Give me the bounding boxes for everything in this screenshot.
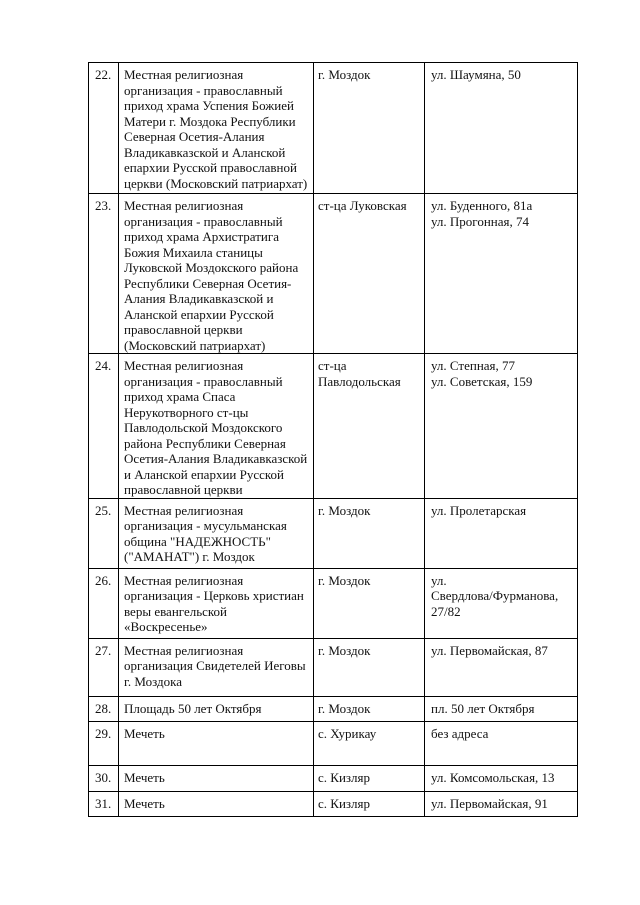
organization-name: Местная религиозная организация - православный приход храма Спаса Нерукотворного ст-цы Павлодольской Моздокского района Республики Северная Осетия-Алания Владикавказской и Аланской епархии Русской православной церкви (119, 354, 314, 499)
settlement: ст-ца Павлодольская (314, 354, 425, 499)
row-number: 22. (89, 63, 119, 194)
table-row (89, 791, 578, 816)
settlement: г. Моздок (314, 696, 425, 721)
organization-name: Мечеть (119, 765, 314, 791)
address: ул. Степная, 77 ул. Советская, 159 (425, 354, 578, 499)
table-row (89, 696, 578, 721)
organization-name: Местная религиозная организация Свидетелей Иеговы г. Моздока (119, 638, 314, 696)
settlement: с. Хурикау (314, 721, 425, 765)
table-row (89, 765, 578, 791)
address: ул. Первомайская, 91 (425, 791, 578, 816)
organization-name: Местная религиозная организация - православный приход храма Успения Божией Матери г. Моздока Республики Северная Осетия-Алания Владикавказской и Аланской епархии Русской православной церкви (Московский патриархат) (119, 63, 314, 194)
religious-organizations-table (88, 62, 578, 817)
address: ул. Шаумяна, 50 (425, 63, 578, 194)
row-number: 23. (89, 194, 119, 354)
organization-name: Местная религиозная организация - мусульманская община "НАДЕЖНОСТЬ" ("АМАНАТ") г. Моздок (119, 498, 314, 568)
address: без адреса (425, 721, 578, 765)
row-number: 28. (89, 696, 119, 721)
row-number: 27. (89, 638, 119, 696)
table-row (89, 721, 578, 765)
address: ул. Комсомольская, 13 (425, 765, 578, 791)
table-row (89, 63, 578, 194)
table-row (89, 638, 578, 696)
row-number: 29. (89, 721, 119, 765)
settlement: ст-ца Луковская (314, 194, 425, 354)
row-number: 25. (89, 498, 119, 568)
settlement: с. Кизляр (314, 765, 425, 791)
table-row (89, 498, 578, 568)
row-number: 30. (89, 765, 119, 791)
settlement: с. Кизляр (314, 791, 425, 816)
table-row (89, 194, 578, 354)
address: ул. Первомайская, 87 (425, 638, 578, 696)
settlement: г. Моздок (314, 638, 425, 696)
organization-name: Мечеть (119, 791, 314, 816)
settlement: г. Моздок (314, 498, 425, 568)
address: ул. Свердлова/Фурманова, 27/82 (425, 568, 578, 638)
row-number: 31. (89, 791, 119, 816)
table-row (89, 568, 578, 638)
table-body (89, 63, 578, 817)
settlement: г. Моздок (314, 568, 425, 638)
address: пл. 50 лет Октября (425, 696, 578, 721)
address: ул. Пролетарская (425, 498, 578, 568)
organization-name: Местная религиозная организация - православный приход храма Архистратига Божия Михаила станицы Луковской Моздокского района Республики Северная Осетия- Алания Владикавказской и Аланской епархии Русской православной церкви (Московский патриархат) (119, 194, 314, 354)
settlement: г. Моздок (314, 63, 425, 194)
address: ул. Буденного, 81а ул. Прогонная, 74 (425, 194, 578, 354)
organization-name: Местная религиозная организация - Церковь христиан веры евангельской «Воскресенье» (119, 568, 314, 638)
table-row (89, 354, 578, 499)
organization-name: Мечеть (119, 721, 314, 765)
row-number: 26. (89, 568, 119, 638)
row-number: 24. (89, 354, 119, 499)
organization-name: Площадь 50 лет Октября (119, 696, 314, 721)
